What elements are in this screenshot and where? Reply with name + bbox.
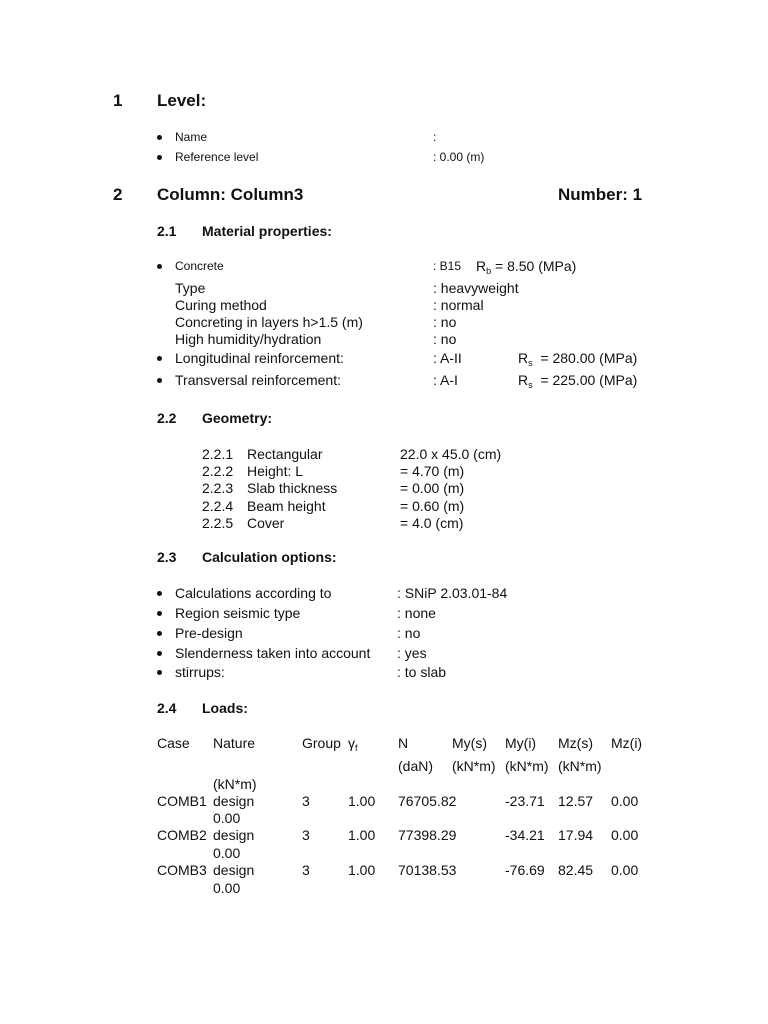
field-label: Rectangular [247, 446, 323, 462]
column-header: Case [157, 735, 190, 751]
bullet-icon [157, 651, 162, 656]
field-label: stirrups: [175, 664, 225, 680]
cell-mzs: 0.00 [611, 862, 639, 878]
field-value: : no [397, 625, 421, 641]
field-value: : yes [397, 645, 427, 661]
cell-mys: -23.71 [505, 793, 545, 809]
field-value: = 4.0 (cm) [400, 515, 464, 531]
field-value: : 0.00 (m) [433, 150, 485, 164]
field-label: Slenderness taken into account [175, 645, 371, 661]
column-unit: (kN*m) [505, 758, 549, 774]
field-label: Calculations according to [175, 585, 332, 601]
field-label: Height: L [247, 463, 304, 479]
field-value: : SNiP 2.03.01-84 [397, 585, 508, 601]
field-label: Type [175, 280, 206, 296]
cell-case: COMB3 [157, 862, 207, 878]
field-value: : no [433, 314, 457, 330]
bullet-icon [157, 264, 162, 269]
item-number: 2.2.5 [202, 515, 234, 531]
cell-mzs: 0.00 [611, 793, 639, 809]
field-value: : heavyweight [433, 280, 519, 296]
cell-myi: 12.57 [558, 793, 594, 809]
field-label: High humidity/hydration [175, 331, 322, 347]
column-unit: (kN*m) [213, 776, 257, 792]
field-value: = 4.70 (m) [400, 463, 465, 479]
field-value: = 0.60 (m) [400, 498, 465, 514]
field-value: : to slab [397, 664, 447, 680]
field-value: 22.0 x 45.0 (cm) [400, 446, 502, 462]
column-header: Nature [213, 735, 256, 751]
section-number: 2 [113, 185, 123, 204]
section-number: 1 [113, 91, 123, 110]
subsection-number: 2.4 [157, 700, 177, 716]
subsection-title: Geometry: [202, 410, 273, 426]
cell-gamma: 1.00 [348, 827, 376, 843]
field-value: : A-I [433, 372, 458, 388]
cell-mys: -76.69 [505, 862, 545, 878]
field-label: Transversal reinforcement: [175, 372, 341, 388]
field-label: Concrete [175, 259, 224, 273]
cell-group: 3 [302, 827, 310, 843]
field-value: : [433, 130, 437, 144]
field-label: Pre-design [175, 625, 243, 641]
cell-n: 77398.29 [398, 827, 457, 843]
bullet-icon [157, 591, 162, 596]
strength-value: $R_s = 280.00$ (MPa) [518, 350, 638, 368]
cell-mzi: 0.00 [213, 880, 241, 896]
bullet-icon [157, 631, 162, 636]
cell-n: 70138.53 [398, 862, 457, 878]
subsection-title: Material properties: [202, 223, 332, 239]
cell-myi: 82.45 [558, 862, 594, 878]
strength-value: $R_s = 225.00$ (MPa) [518, 372, 638, 390]
column-header: My(s) [452, 735, 487, 751]
subsection-title: Loads: [202, 700, 248, 716]
column-header: N [398, 735, 409, 751]
item-number: 2.2.4 [202, 498, 234, 514]
cell-mzi: 0.00 [213, 845, 241, 861]
cell-case: COMB1 [157, 793, 207, 809]
cell-group: 3 [302, 793, 310, 809]
cell-myi: 17.94 [558, 827, 594, 843]
cell-group: 3 [302, 862, 310, 878]
cell-gamma: 1.00 [348, 862, 376, 878]
column-unit: (kN*m) [452, 758, 496, 774]
field-label: Region seismic type [175, 605, 301, 621]
field-label: Curing method [175, 297, 267, 313]
cell-gamma: 1.00 [348, 793, 376, 809]
section-title: Column: Column3 [157, 185, 304, 204]
field-label: Beam height [247, 498, 326, 514]
column-unit: (daN) [398, 758, 434, 774]
subsection-number: 2.2 [157, 410, 177, 426]
item-number: 2.2.1 [202, 446, 234, 462]
item-number: 2.2.2 [202, 463, 234, 479]
column-header: Group [302, 735, 341, 751]
field-value: : B15 [433, 259, 462, 273]
field-value: : normal [433, 297, 484, 313]
field-value: = 0.00 (m) [400, 480, 465, 496]
cell-mzi: 0.00 [213, 810, 241, 826]
cell-mys: -34.21 [505, 827, 545, 843]
section-title: Level: [157, 91, 207, 110]
field-label: Name [175, 130, 208, 144]
item-number: 2.2.3 [202, 480, 234, 496]
cell-nature: design [213, 827, 255, 843]
bullet-icon [157, 155, 162, 160]
field-value: : no [433, 331, 457, 347]
field-label: Cover [247, 515, 285, 531]
field-label: Concreting in layers h>1.5 (m) [175, 314, 363, 330]
cell-n: 76705.82 [398, 793, 457, 809]
bullet-icon [157, 670, 162, 675]
bullet-icon [157, 135, 162, 140]
subsection-number: 2.3 [157, 549, 177, 565]
field-value: : none [397, 605, 436, 621]
field-label: Slab thickness [247, 480, 338, 496]
subsection-title: Calculation options: [202, 549, 337, 565]
bullet-icon [157, 356, 162, 361]
field-value: : A-II [433, 350, 462, 366]
cell-case: COMB2 [157, 827, 207, 843]
bullet-icon [157, 611, 162, 616]
subsection-number: 2.1 [157, 223, 177, 239]
column-header: $\gamma_f$ [348, 735, 358, 753]
field-label: Reference level [175, 150, 259, 164]
column-header: Mz(i) [611, 735, 643, 751]
column-number: Number: 1 [558, 185, 643, 204]
bullet-icon [157, 378, 162, 383]
cell-mzs: 0.00 [611, 827, 639, 843]
column-header: Mz(s) [558, 735, 593, 751]
column-header: My(i) [505, 735, 537, 751]
strength-value: $R_b = 8.50$ (MPa) [476, 258, 577, 276]
cell-nature: design [213, 793, 255, 809]
column-unit: (kN*m) [558, 758, 602, 774]
cell-nature: design [213, 862, 255, 878]
field-label: Longitudinal reinforcement: [175, 350, 344, 366]
